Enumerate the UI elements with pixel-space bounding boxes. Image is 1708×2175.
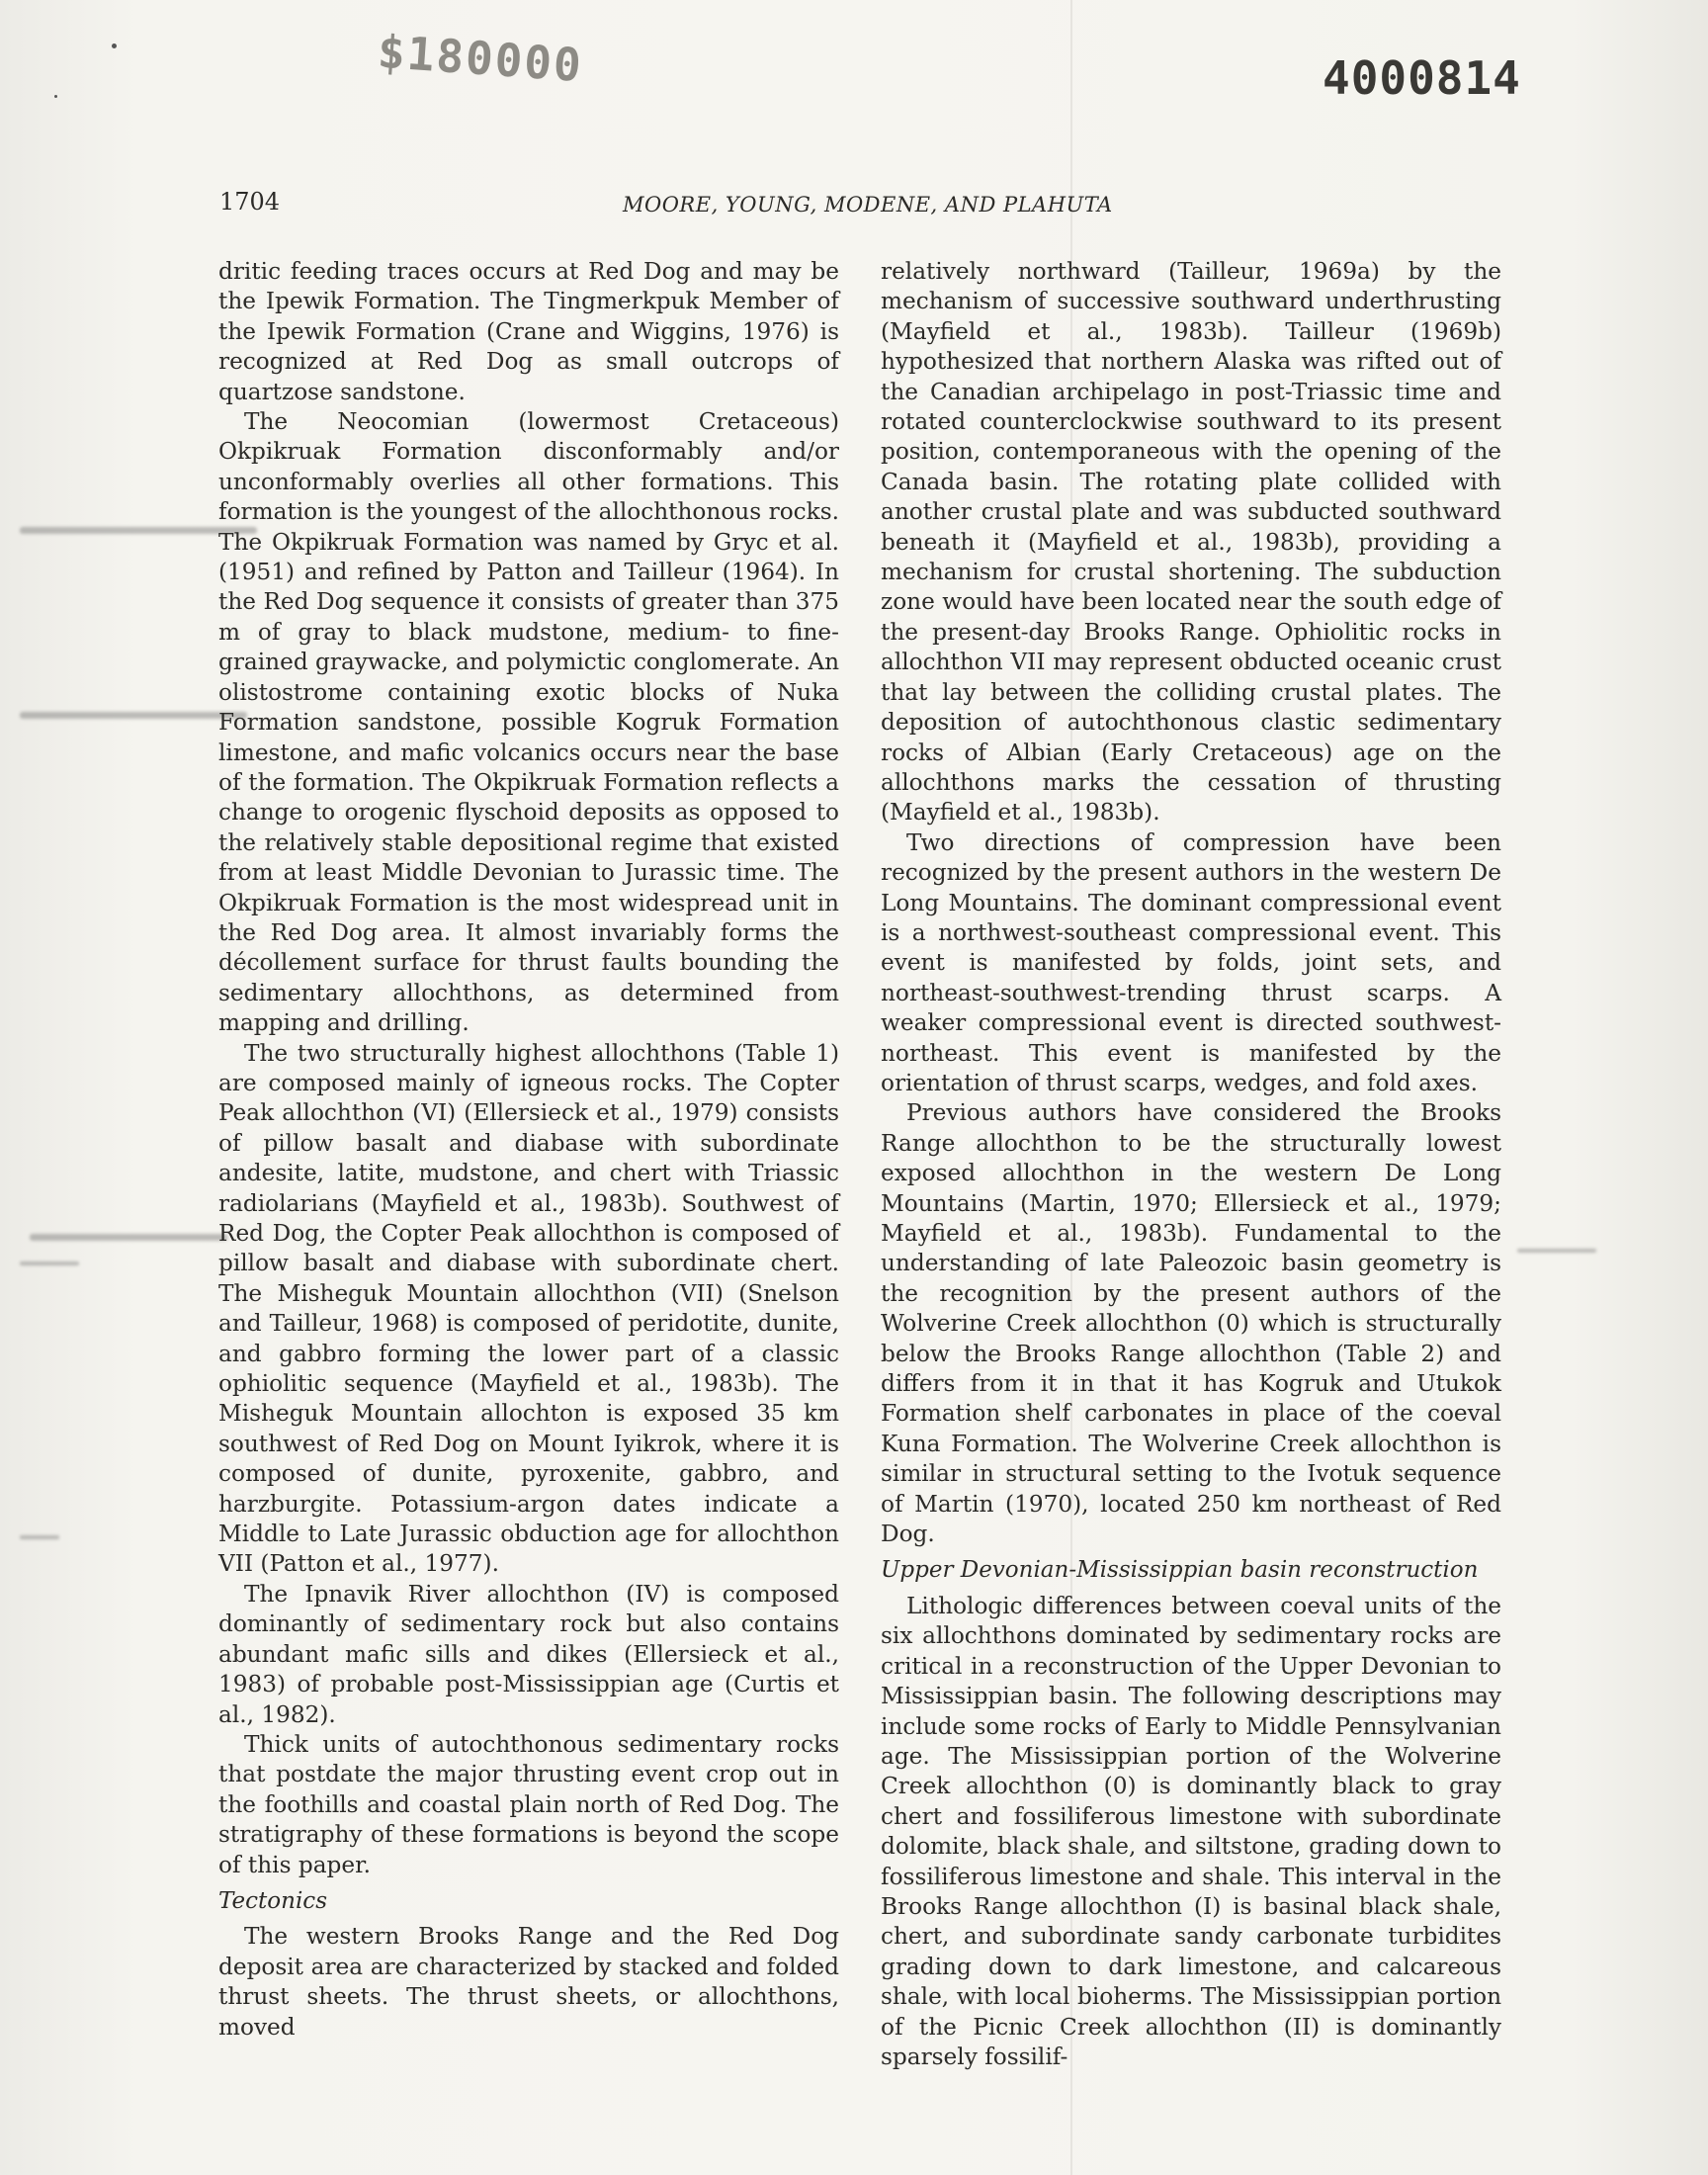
page-number: 1704: [219, 188, 281, 216]
right-column: [881, 257, 1501, 2072]
paragraph: relatively northward (Tailleur, 1969a) by the mechanism of successive southward underthrusting (Mayfield et al., 1983b). Tailleur (1969b) hypothesized that northern Alaska was rifted out of the Canadian archipelago in post-Triassic time and rotated counterclockwise southward to its present position, contemporaneous with the opening of the Canada basin. The rotating plate collided with another crustal plate and was subducted southward beneath it (Mayfield et al., 1983b), providing a mechanism for crustal shortening. The subduction zone would have been located near the south edge of the present-day Brooks Range. Ophiolitic rocks in allochthon VII may represent obducted oceanic crust that lay between the colliding crustal plates. The deposition of autochthonous clastic sedimentary rocks of Albian (Early Cretaceous) age on the allochthons marks the cessation of thrusting (Mayfield et al., 1983b).: [881, 258, 1501, 826]
paragraph: Previous authors have considered the Brooks Range allochthon to be the structurally lowest exposed allochthon in the western De Long Mountains (Martin, 1970; Ellersieck et al., 1979; Mayfield et al., 1983b). Fundamental to the understanding of late Paleozoic basin geometry is the recognition by the present authors of the Wolverine Creek allochthon (0) which is structurally below the Brooks Range allochthon (Table 2) and differs from it in that it has Kogruk and Utukok Formation shelf carbonates in place of the coeval Kuna Formation. The Wolverine Creek allochthon is similar in structural setting to the Ivotuk sequence of Martin (1970), located 250 km northeast of Red Dog.: [881, 1099, 1501, 1548]
running-head: MOORE, YOUNG, MODENE, AND PLAHUTA: [623, 193, 1113, 217]
paragraph: Thick units of autochthonous sedimentary rocks that postdate the major thrusting event crop out in the foothills and coastal plain north of Red Dog. The stratigraphy of these formations is beyond the scope of this paper.: [218, 1730, 839, 1878]
scan-streak: [20, 1262, 79, 1265]
paragraph: The two structurally highest allochthons (Table 1) are composed mainly of igneous rocks. The Copter Peak allochthon (VI) (Ellersieck et al., 1979) consists of pillow basalt and diabase with subordinate andesite, latite, mudstone, and chert with Triassic radiolarians (Mayfield et al., 1983b). Southwest of Red Dog, the Copter Peak allochthon is composed of pillow basalt and diabase with subordinate chert. The Misheguk Mountain allochthon (VII) (Snelson and Tailleur, 1968) is composed of peridotite, dunite, and gabbro forming the lower part of a classic ophiolitic sequence (Mayfield et al., 1983b). The Misheguk Mountain allochton is exposed 35 km southwest of Red Dog on Mount Iyikrok, where it is composed of dunite, pyroxenite, gabbro, and harzburgite. Potassium-argon dates indicate a Middle to Late Jurassic obduction age for allochthon VII (Patton et al., 1977).: [218, 1039, 839, 1578]
scan-streak: [1517, 1249, 1596, 1253]
paragraph: Two directions of compression have been recognized by the present authors in the western De Long Mountains. The dominant compressional event is a northwest-southeast compressional event. This event is manifested by folds, joint sets, and northeast-southwest-trending thrust scarps. A weaker compressional event is directed southwest-northeast. This event is manifested by the orientation of thrust scarps, wedges, and fold axes.: [881, 828, 1501, 1096]
scan-streak: [30, 1234, 227, 1241]
left-column: [218, 257, 839, 2043]
section-heading: Upper Devonian-Mississippian basin reconstruction: [881, 1557, 1479, 1584]
scan-streak: [20, 712, 247, 719]
section-heading: Tectonics: [218, 1887, 327, 1914]
document-stamp-left: $180000: [376, 24, 585, 93]
paragraph: The western Brooks Range and the Red Dog deposit area are characterized by stacked and folded thrust sheets. The thrust sheets, or allochthons, moved: [218, 1923, 839, 2041]
paragraph: The Ipnavik River allochthon (IV) is composed dominantly of sedimentary rock but also contains abundant mafic sills and dikes (Ellersieck et al., 1983) of probable post-Mississippian age (Curtis et al., 1982).: [218, 1580, 839, 1728]
paragraph: The Neocomian (lowermost Cretaceous) Okpikruak Formation disconformably and/or unconformably overlies all other formations. This formation is the youngest of the allochthonous rocks. The Okpikruak Formation was named by Gryc et al. (1951) and refined by Patton and Tailleur (1964). In the Red Dog sequence it consists of greater than 375 m of gray to black mudstone, medium- to fine-grained graywacke, and polymictic conglomerate. An olistostrome containing exotic blocks of Nuka Formation sandstone, possible Kogruk Formation limestone, and mafic volcanics occurs near the base of the formation. The Okpikruak Formation reflects a change to orogenic flyschoid deposits as opposed to the relatively stable depositional regime that existed from at least Middle Devonian to Jurassic time. The Okpikruak Formation is the most widespread unit in the Red Dog area. It almost invariably forms the décollement surface for thrust faults bounding the sedimentary allochthons, as determined from mapping and drilling.: [218, 408, 840, 1037]
paragraph: Lithologic differences between coeval units of the six allochthons dominated by sedimentary rocks are critical in a reconstruction of the Upper Devonian to Mississippian basin. The following descriptions may include some rocks of Early to Middle Pennsylvanian age. The Mississippian portion of the Wolverine Creek allochthon (0) is dominantly black to gray chert and fossiliferous limestone with subordinate dolomite, black shale, and siltstone, grading down to fossiliferous limestone and shale. This interval in the Brooks Range allochthon (I) is basinal black shale, chert, and subordinate sandy carbonate turbidites grading down to dark limestone, and calcareous shale, with local bioherms. The Mississippian portion of the Picnic Creek allochthon (II) is dominantly sparsely fossilif-: [881, 1592, 1501, 2070]
document-stamp-right: 4000814: [1323, 51, 1521, 105]
scan-streak: [20, 1535, 59, 1539]
scan-speck: [112, 44, 117, 48]
scan-speck: [54, 95, 57, 98]
paragraph: dritic feeding traces occurs at Red Dog and may be the Ipewik Formation. The Tingmerkpuk Member of the Ipewik Formation (Crane and Wiggins, 1976) is recognized at Red Dog as small outcrops of quartzose sandstone.: [218, 258, 839, 405]
